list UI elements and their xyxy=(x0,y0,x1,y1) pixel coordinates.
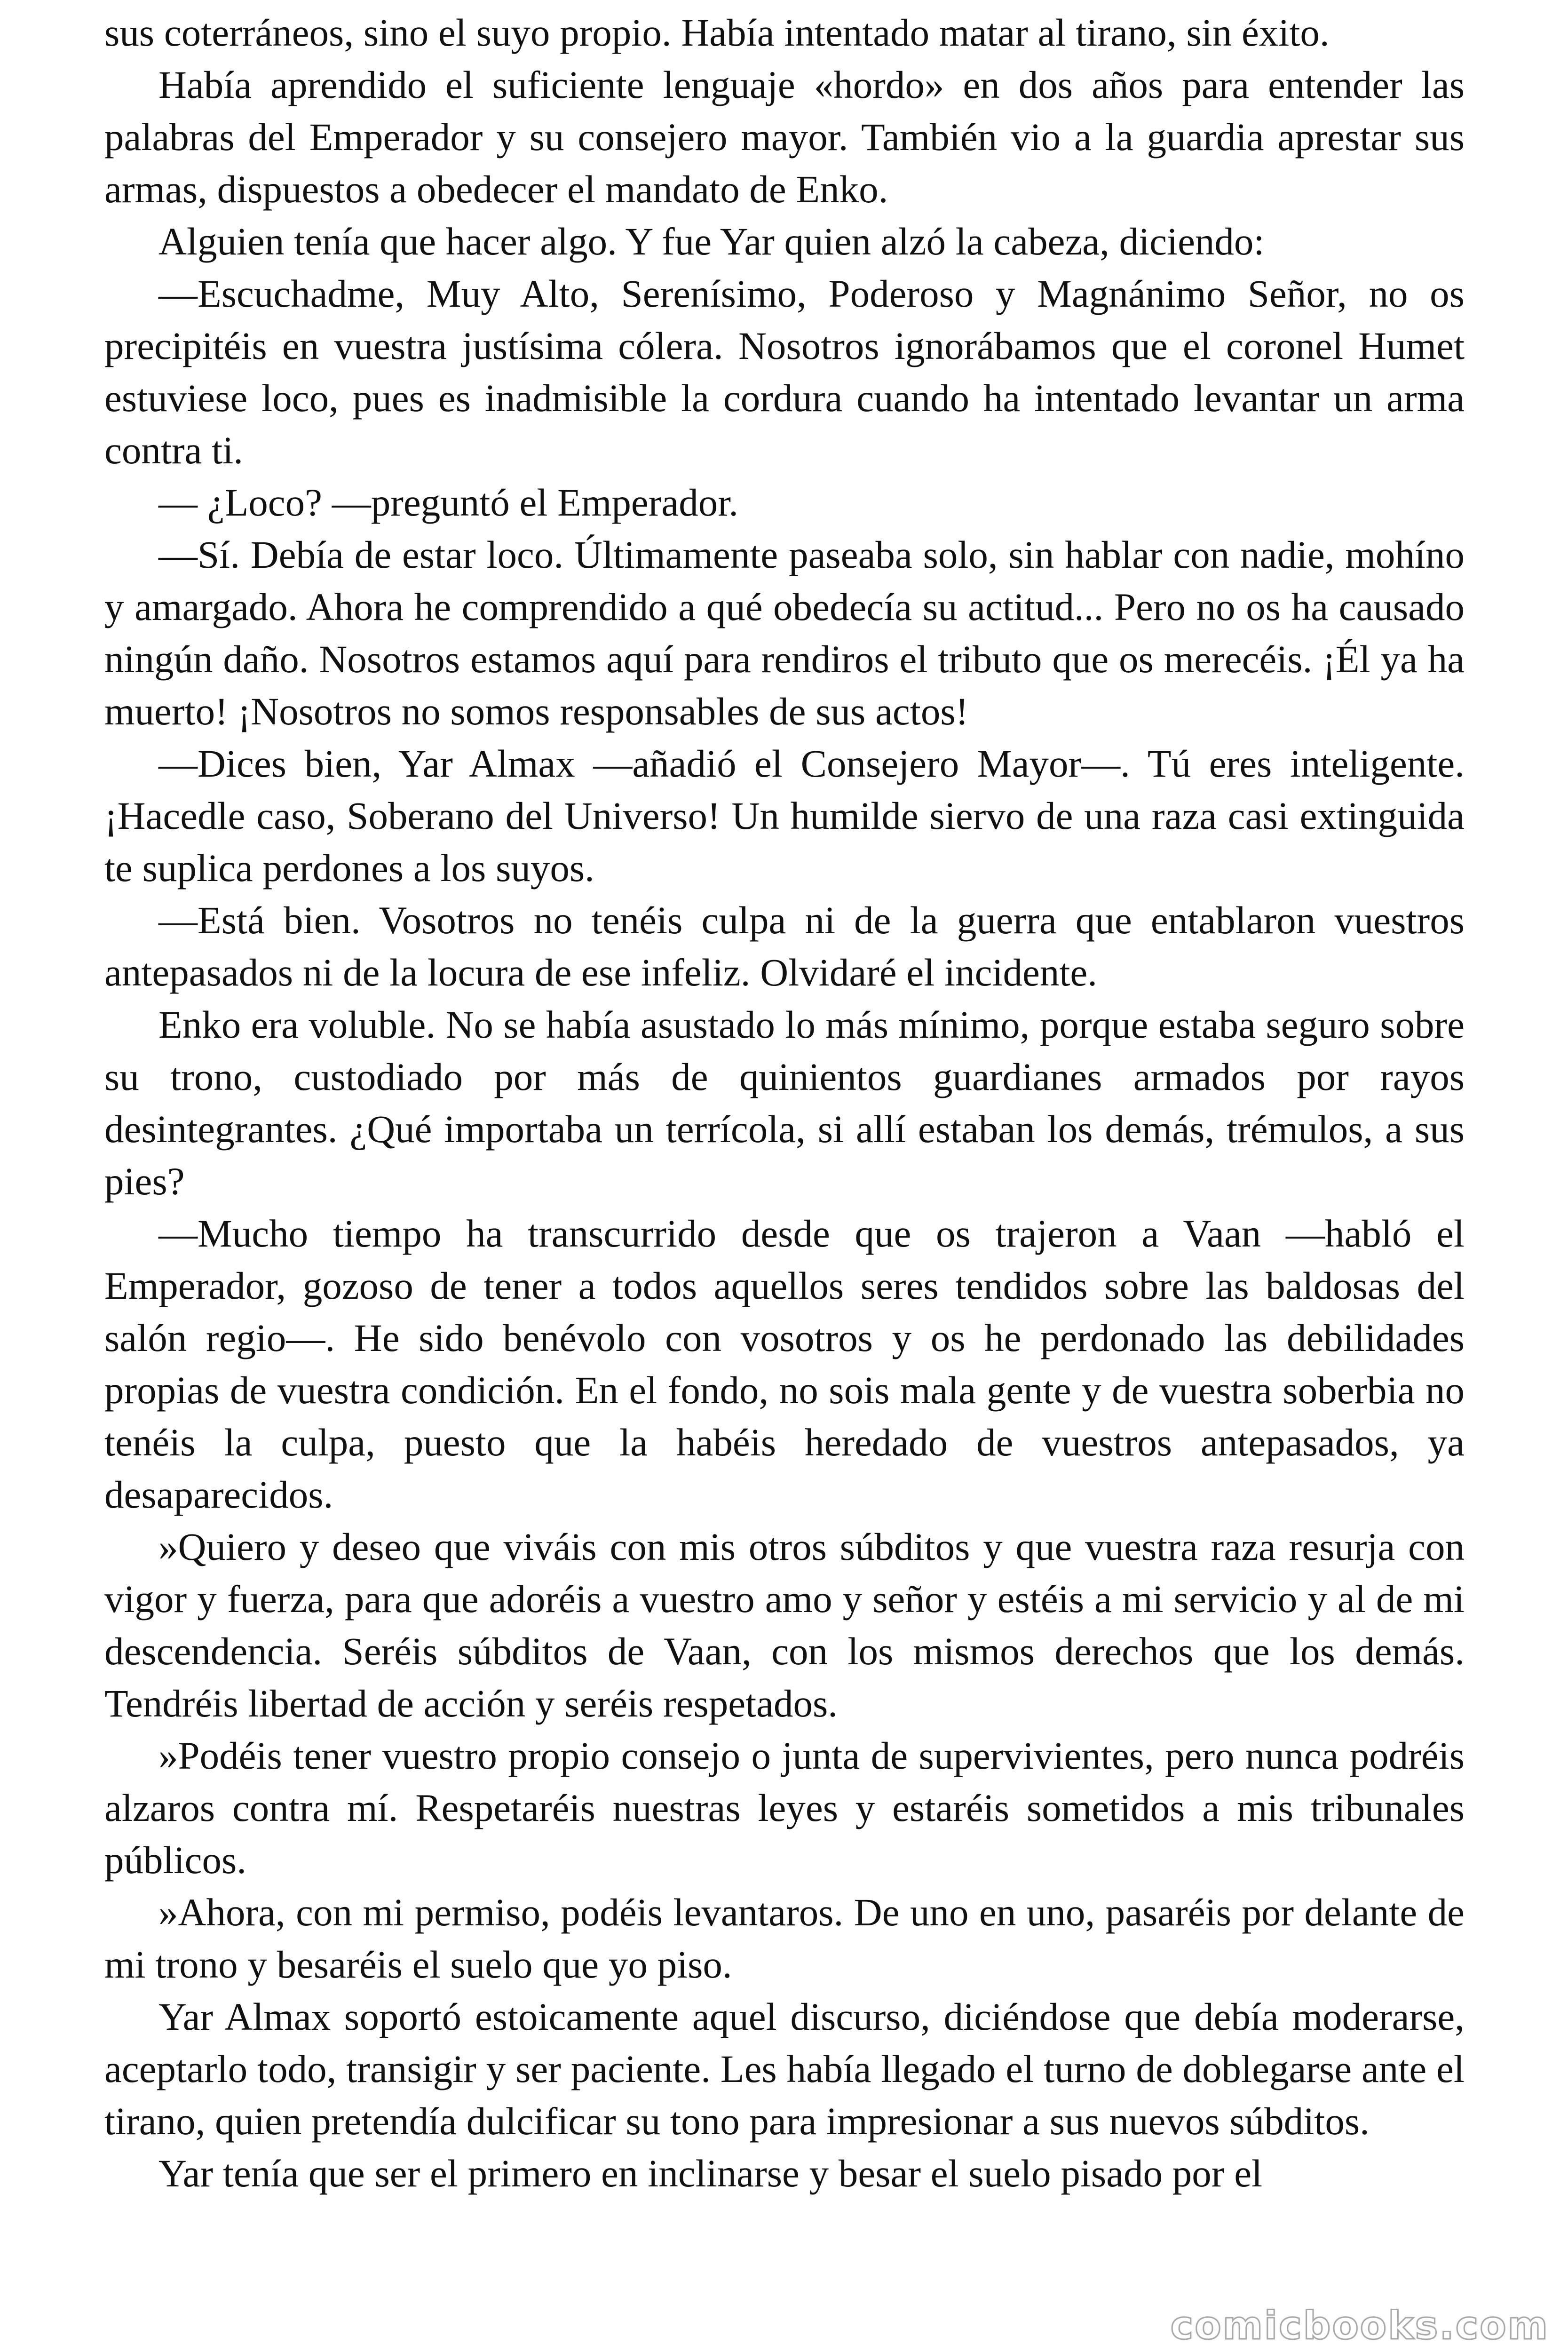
paragraph-9: Enko era voluble. No se había asustado lo más mínimo, porque estaba seguro sobre su trono, custodiado por más de quinientos guardianes armados por rayos desintegrantes. ¿Qué importaba un terrícola, si allí estaban los demás, trémulos, a sus pies? xyxy=(104,1003,1465,1203)
paragraph-14: Yar Almax soportó estoicamente aquel discurso, diciéndose que debía moderarse, aceptarlo todo, transigir y ser paciente. Les había llegado el turno de doblegarse ante el tirano, quien pretendía dulcificar su tono para impresionar a sus nuevos súbditos. xyxy=(104,1995,1465,2143)
paragraph-3: Alguien tenía que hacer algo. Y fue Yar quien alzó la cabeza, diciendo: xyxy=(158,220,1265,263)
paragraph-15: Yar tenía que ser el primero en inclinarse y besar el suelo pisado por el xyxy=(158,2152,1263,2195)
paragraph-4: —Escuchadme, Muy Alto, Serenísimo, Poderoso y Magnánimo Señor, no os precipitéis en vuestra justísima cólera. Nosotros ignorábamos que el coronel Humet estuviese loco, pues es inadmisible la cordura cuando ha intentado levantar un arma contra ti. xyxy=(104,272,1465,472)
paragraph-5: — ¿Loco? —preguntó el Emperador. xyxy=(158,481,739,524)
paragraph-6: —Sí. Debía de estar loco. Últimamente paseaba solo, sin hablar con nadie, mohíno y amargado. Ahora he comprendido a qué obedecía su actitud... Pero no os ha causado ningún daño. Nosotros estamos aquí para rendiros el tributo que os merecéis. ¡Él ya ha muerto! ¡Nosotros no somos responsables de sus actos! xyxy=(104,533,1465,733)
paragraph-12: »Podéis tener vuestro propio consejo o junta de supervivientes, pero nunca podréis alzaros contra mí. Respetaréis nuestras leyes y estaréis sometidos a mis tribunales públicos. xyxy=(104,1734,1465,1882)
watermark-logo: comicbooks.com xyxy=(1170,2304,1549,2348)
paragraph-11: »Quiero y deseo que viváis con mis otros súbditos y que vuestra raza resurja con vigor y fuerza, para que adoréis a vuestro amo y señor y estéis a mi servicio y al de mi descendencia. Seréis súbditos de Vaan, con los mismos derechos que los demás. Tendréis libertad de acción y seréis respetados. xyxy=(104,1525,1465,1725)
paragraph-8: —Está bien. Vosotros no tenéis culpa ni de la guerra que entablaron vuestros antepasados ni de la locura de ese infeliz. Olvidaré el incidente. xyxy=(104,898,1465,994)
paragraph-7: —Dices bien, Yar Almax —añadió el Consejero Mayor—. Tú eres inteligente. ¡Hacedle caso, Soberano del Universo! Un humilde siervo de una raza casi extinguida te suplica perdones a los suyos. xyxy=(104,742,1465,890)
paragraph-2: Había aprendido el suficiente lenguaje «hordo» en dos años para entender las palabras del Emperador y su consejero mayor. También vio a la guardia aprestar sus armas, dispuestos a obedecer el mandato de Enko. xyxy=(104,63,1465,211)
paragraph-1: sus coterráneos, sino el suyo propio. Había intentado matar al tirano, sin éxito. xyxy=(104,11,1330,54)
paragraph-13: »Ahora, con mi permiso, podéis levantaros. De uno en uno, pasaréis por delante de mi trono y besaréis el suelo que yo piso. xyxy=(104,1891,1465,1986)
paragraph-10: —Mucho tiempo ha transcurrido desde que os trajeron a Vaan —habló el Emperador, gozoso de tener a todos aquellos seres tendidos sobre las baldosas del salón regio—. He sido benévolo con vosotros y os he perdonado las debilidades propias de vuestra condición. En el fondo, no sois mala gente y de vuestra soberbia no tenéis la culpa, puesto que la habéis heredado de vuestros antepasados, ya desaparecidos. xyxy=(104,1212,1465,1516)
document-page xyxy=(104,7,1465,2200)
